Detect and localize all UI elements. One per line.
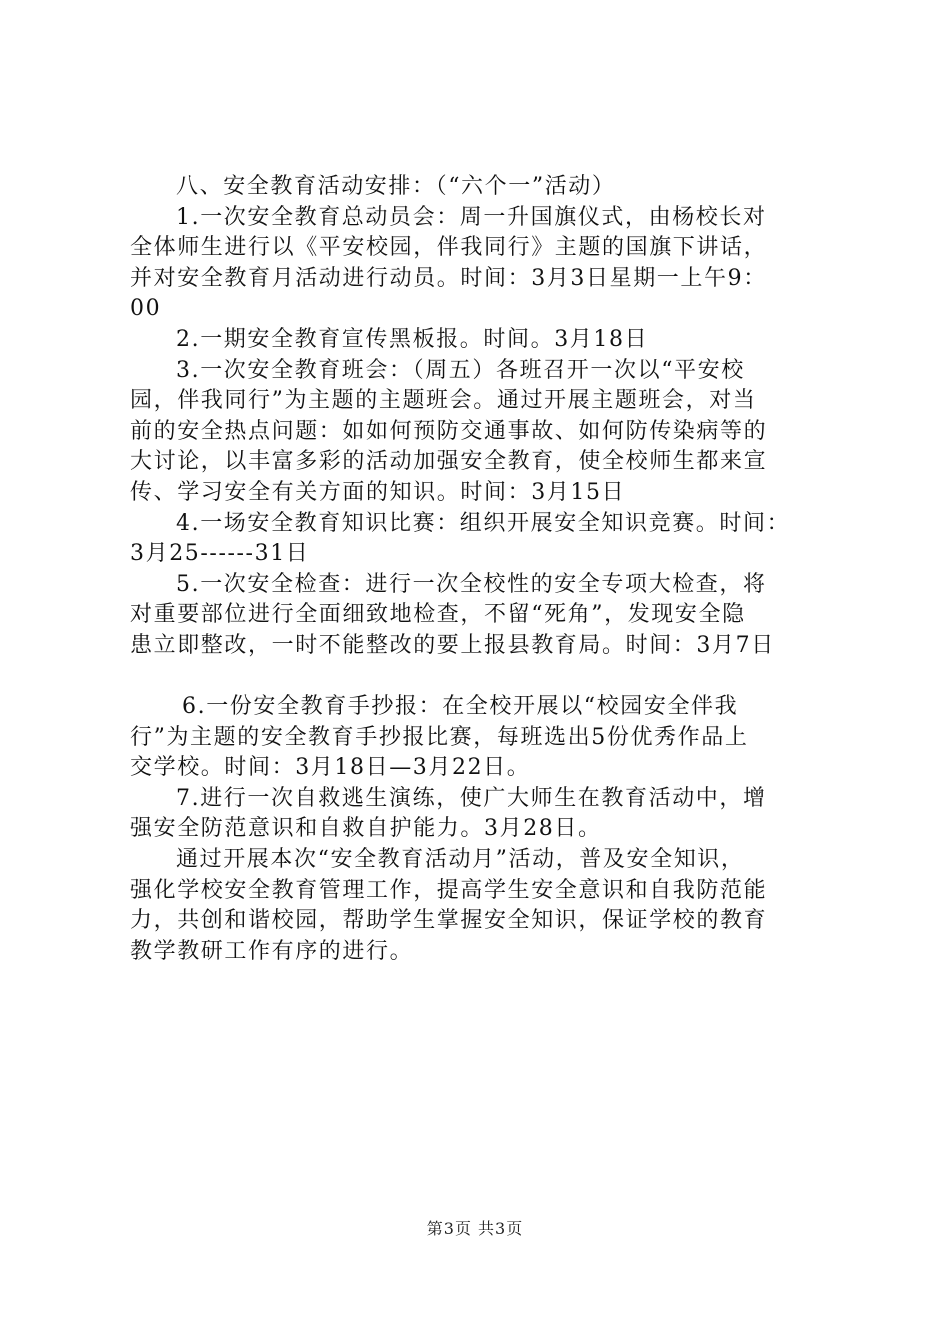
paragraph-line: 00 bbox=[130, 296, 162, 322]
paragraph-line: 并对安全教育月活动进行动员。时间：3月3日星期一上午9： bbox=[130, 265, 767, 291]
paragraph-line: 4.一场安全教育知识比赛：组织开展安全知识竞赛。时间： bbox=[176, 510, 791, 536]
paragraph-line: 3月25------31日 bbox=[130, 541, 310, 567]
paragraph-line: 全体师生进行以《平安校园，伴我同行》主题的国旗下讲话， bbox=[130, 235, 768, 261]
paragraph-line: 教学教研工作有序的进行。 bbox=[130, 938, 414, 964]
paragraph-line: 患立即整改，一时不能整改的要上报县教育局。时间：3月7日 bbox=[130, 632, 775, 658]
paragraph-line: 强安全防范意识和自救自护能力。3月28日。 bbox=[130, 816, 602, 842]
paragraph-line: 3.一次安全教育班会：（周五）各班召开一次以“平安校 bbox=[176, 357, 745, 383]
paragraph-line: 传、学习安全有关方面的知识。时间：3月15日 bbox=[130, 479, 626, 505]
paragraph-line: 2.一期安全教育宣传黑板报。时间。3月18日 bbox=[176, 326, 649, 352]
paragraph-line: 交学校。时间：3月18日—3月22日。 bbox=[130, 755, 531, 781]
paragraph-line: 园，伴我同行”为主题的主题班会。通过开展主题班会，对当 bbox=[130, 388, 757, 414]
paragraph-line: 通过开展本次“安全教育活动月”活动，普及安全知识， bbox=[176, 847, 745, 873]
paragraph-line: 7.进行一次自救逃生演练，使广大师生在教育活动中，增 bbox=[176, 785, 767, 811]
document-body bbox=[130, 172, 830, 967]
paragraph-line: 力，共创和谐校园，帮助学生掌握安全知识，保证学校的教育 bbox=[130, 908, 768, 934]
section-heading: 八、安全教育活动安排：（“六个一”活动） bbox=[176, 174, 616, 199]
paragraph-line: 6.一份安全教育手抄报：在全校开展以“校园安全伴我 bbox=[182, 694, 739, 720]
blank-line bbox=[130, 662, 830, 693]
paragraph-line: 大讨论，以丰富多彩的活动加强安全教育，使全校师生都来宣 bbox=[130, 449, 768, 475]
paragraph-line: 5.一次安全检查：进行一次全校性的安全专项大检查，将 bbox=[176, 571, 767, 597]
paragraph-line: 前的安全热点问题：如如何预防交通事故、如何防传染病等的 bbox=[130, 418, 768, 444]
paragraph-line: 对重要部位进行全面细致地检查，不留“死角”，发现安全隐 bbox=[130, 602, 746, 628]
page-footer: 第3页 共3页 bbox=[426, 1219, 524, 1238]
paragraph-line: 行”为主题的安全教育手抄报比赛，每班选出5份优秀作品上 bbox=[130, 724, 749, 750]
paragraph-line: 1.一次安全教育总动员会：周一升国旗仪式，由杨校长对 bbox=[176, 204, 767, 230]
paragraph-line: 强化学校安全教育管理工作，提高学生安全意识和自我防范能 bbox=[130, 877, 768, 903]
